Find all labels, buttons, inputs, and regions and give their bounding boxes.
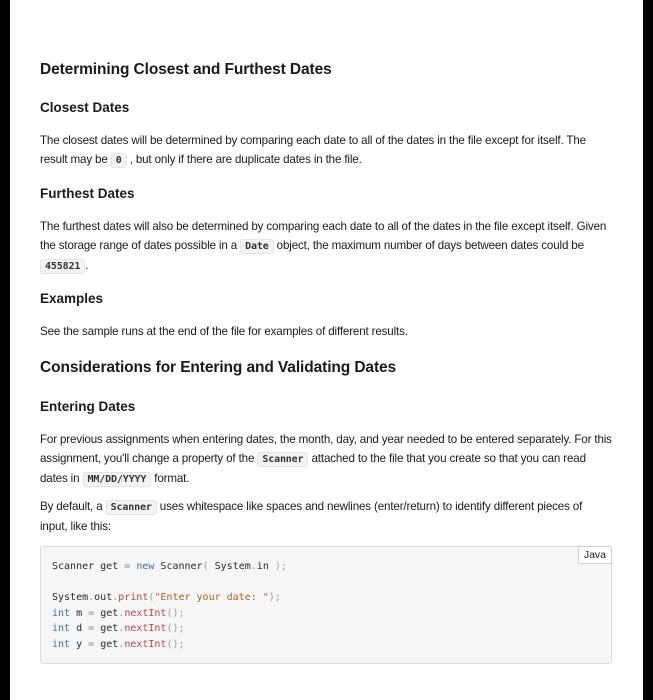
code-token: int: [52, 623, 71, 634]
code-token: (: [202, 561, 209, 572]
code-token: System: [214, 561, 251, 572]
section-title-dates: Determining Closest and Furthest Dates: [40, 61, 332, 78]
code-token: out: [94, 592, 113, 603]
code-line-2: [52, 592, 281, 603]
inline-code-scanner: Scanner: [257, 452, 308, 467]
code-block: [40, 546, 612, 664]
code-line-4: [52, 623, 185, 634]
paragraph-text: The closest dates will be determined by comparing each date to all of the dates in the file except for itself. The result may be: [40, 134, 586, 166]
code-token: .: [112, 592, 119, 603]
code-token: in: [256, 561, 269, 572]
paragraph-furthest: [40, 217, 612, 276]
code-token: ();: [166, 623, 185, 634]
code-token: =: [124, 561, 131, 572]
inline-code-max-days: 455821: [40, 259, 85, 274]
heading-furthest-dates: Furthest Dates: [40, 186, 135, 201]
code-line-1: [52, 561, 287, 572]
paragraph-examples: See the sample runs at the end of the file for examples of different results.: [40, 325, 408, 338]
paragraph-default-scanner: [40, 497, 612, 536]
paragraph-closest: [40, 131, 612, 170]
code-token: =: [88, 623, 95, 634]
heading-entering-dates: Entering Dates: [40, 399, 136, 414]
code-token: (: [148, 592, 155, 603]
code-token: d: [76, 623, 83, 634]
paragraph-text: , but only if there are duplicate dates in the file.: [129, 153, 362, 166]
code-token: =: [88, 607, 95, 619]
paragraph-text: attached to the file that you create so that you can read dates in: [40, 452, 586, 485]
code-token: ();: [166, 638, 185, 650]
code-content: [52, 559, 287, 652]
code-token: .: [250, 561, 257, 572]
inline-code-date: Date: [240, 239, 273, 254]
code-token: int: [52, 638, 71, 650]
inline-code-scanner-2: Scanner: [106, 500, 157, 515]
code-token: nextInt: [124, 607, 167, 619]
inline-code-zero: 0: [111, 153, 127, 168]
code-token: .: [88, 592, 95, 603]
code-token: get: [100, 638, 119, 650]
code-token: .: [118, 638, 125, 650]
heading-closest-dates: Closest Dates: [40, 100, 130, 115]
code-token: print: [118, 592, 149, 603]
paragraph-text: uses whitespace like spaces and newlines (enter/return) to identify different pieces of input, like this:: [40, 500, 583, 533]
code-token: .: [118, 607, 125, 619]
page: [10, 0, 643, 700]
language-label: Java: [578, 546, 612, 564]
inline-code-date-format: MM/DD/YYYY: [83, 472, 152, 487]
code-line-3: [52, 608, 185, 619]
code-token: nextInt: [124, 638, 167, 650]
code-token: y: [76, 638, 83, 650]
code-token: Scanner: [160, 561, 203, 572]
code-token: get: [100, 607, 119, 619]
heading-examples: Examples: [40, 291, 104, 306]
paragraph-text: format.: [154, 472, 190, 485]
code-token: "Enter your date: ": [154, 592, 269, 603]
code-token: System: [52, 592, 89, 603]
code-line-5: [52, 639, 185, 650]
code-token: get: [100, 623, 119, 634]
code-token: m: [76, 607, 83, 619]
paragraph-text: The furthest dates will also be determined by comparing each date to all of the dates in the file except itself. Given the storage range of dates possible in a: [40, 220, 607, 252]
code-token: Scanner get: [52, 561, 119, 572]
code-token: ();: [166, 607, 185, 619]
code-token: int: [52, 607, 71, 619]
paragraph-text: object, the maximum number of days between dates could be: [276, 239, 584, 252]
section-title-considerations: Considerations for Entering and Validating Dates: [40, 359, 397, 376]
code-token: =: [88, 638, 95, 650]
code-token: );: [268, 592, 281, 603]
code-token: .: [118, 623, 125, 634]
code-token: nextInt: [124, 623, 167, 634]
code-token: new: [136, 561, 155, 572]
paragraph-entering: [40, 430, 612, 489]
paragraph-text: .: [85, 259, 89, 272]
paragraph-text: For previous assignments when entering dates, the month, day, and year needed to be entered separately. For this assignment, you'll change a property of the: [40, 433, 612, 465]
paragraph-text: By default, a: [40, 500, 103, 513]
code-token: );: [274, 561, 287, 572]
